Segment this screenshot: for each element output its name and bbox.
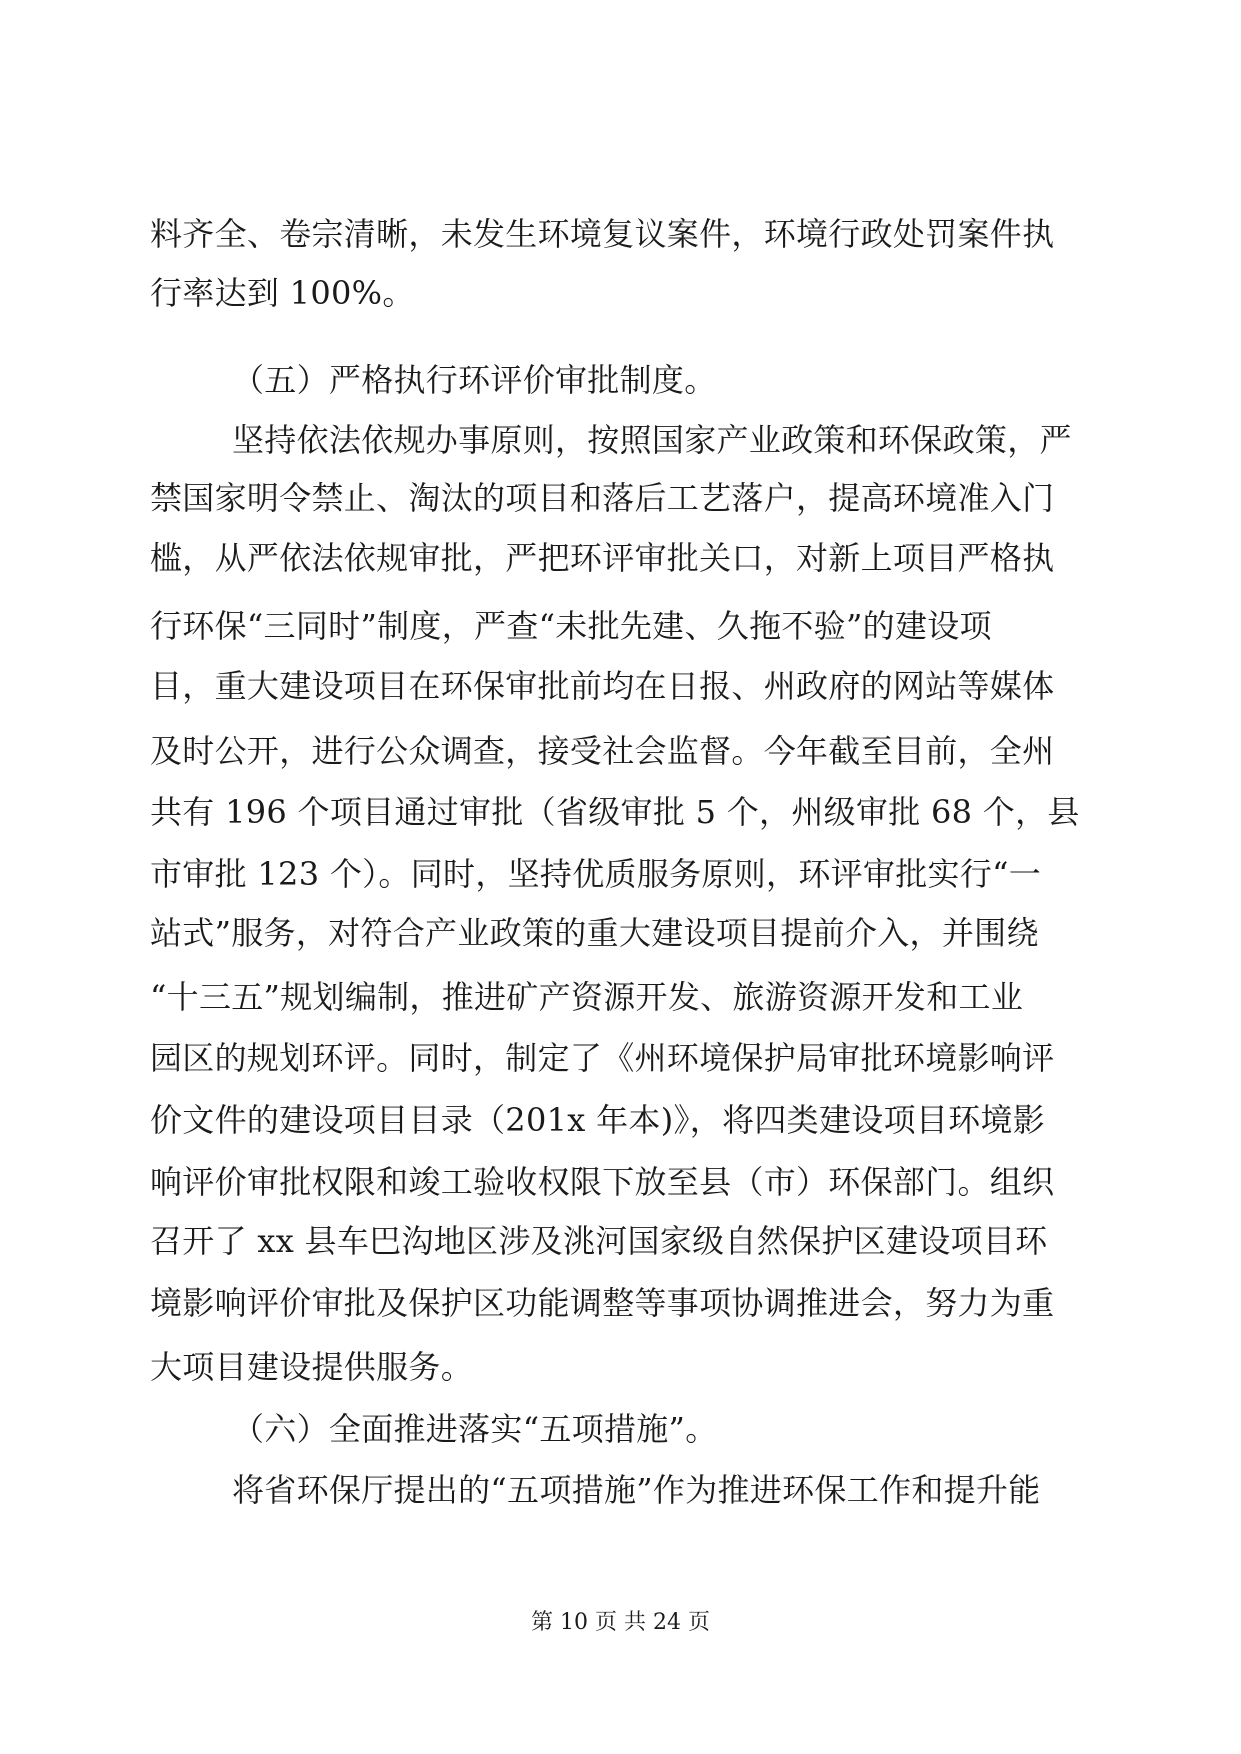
paragraph-line: 料齐全、卷宗清晰，未发生环境复议案件，环境行政处罚案件执 — [150, 215, 1055, 253]
page-footer: 第 10 页 共 24 页 — [531, 1610, 710, 1635]
paragraph-line: 槛，从严依法依规审批，严把环评审批关口，对新上项目严格执 — [150, 539, 1055, 577]
section-heading: （六）全面推进落实“五项措施”。 — [232, 1410, 718, 1448]
paragraph-line: “十三五”规划编制，推进矿产资源开发、旅游资源开发和工业 — [150, 978, 1024, 1016]
paragraph-line: 及时公开，进行公众调查，接受社会监督。今年截至目前，全州 — [150, 732, 1055, 770]
paragraph-line: 行环保“三同时”制度，严查“未批先建、久拖不验”的建设项 — [150, 607, 992, 645]
paragraph-line: 召开了 xx 县车巴沟地区涉及洮河国家级自然保护区建设项目环 — [150, 1222, 1048, 1260]
paragraph-line: 共有 196 个项目通过审批（省级审批 5 个，州级审批 68 个，县 — [150, 793, 1080, 831]
paragraph-line: 坚持依法依规办事原则，按照国家产业政策和环保政策，严 — [232, 421, 1072, 459]
paragraph-line: 将省环保厅提出的“五项措施”作为推进环保工作和提升能 — [232, 1471, 1041, 1509]
paragraph-line: 境影响评价审批及保护区功能调整等事项协调推进会，努力为重 — [150, 1284, 1055, 1322]
paragraph-line: 市审批 123 个）。同时，坚持优质服务原则，环评审批实行“一 — [150, 855, 1042, 893]
paragraph-line: 价文件的建设项目目录（201x 年本)》，将四类建设项目环境影 — [150, 1101, 1046, 1139]
section-heading: （五）严格执行环评价审批制度。 — [232, 361, 717, 399]
paragraph-line: 目，重大建设项目在环保审批前均在日报、州政府的网站等媒体 — [150, 667, 1055, 705]
paragraph-line: 行率达到 100%。 — [150, 274, 415, 312]
paragraph-line: 禁国家明令禁止、淘汰的项目和落后工艺落户，提高环境准入门 — [150, 479, 1055, 517]
paragraph-line: 站式”服务，对符合产业政策的重大建设项目提前介入，并围绕 — [150, 914, 1039, 952]
paragraph-line: 园区的规划环评。同时，制定了《州环境保护局审批环境影响评 — [150, 1039, 1055, 1077]
paragraph-line: 响评价审批权限和竣工验收权限下放至县（市）环保部门。组织 — [150, 1163, 1055, 1201]
paragraph-line: 大项目建设提供服务。 — [150, 1348, 474, 1386]
